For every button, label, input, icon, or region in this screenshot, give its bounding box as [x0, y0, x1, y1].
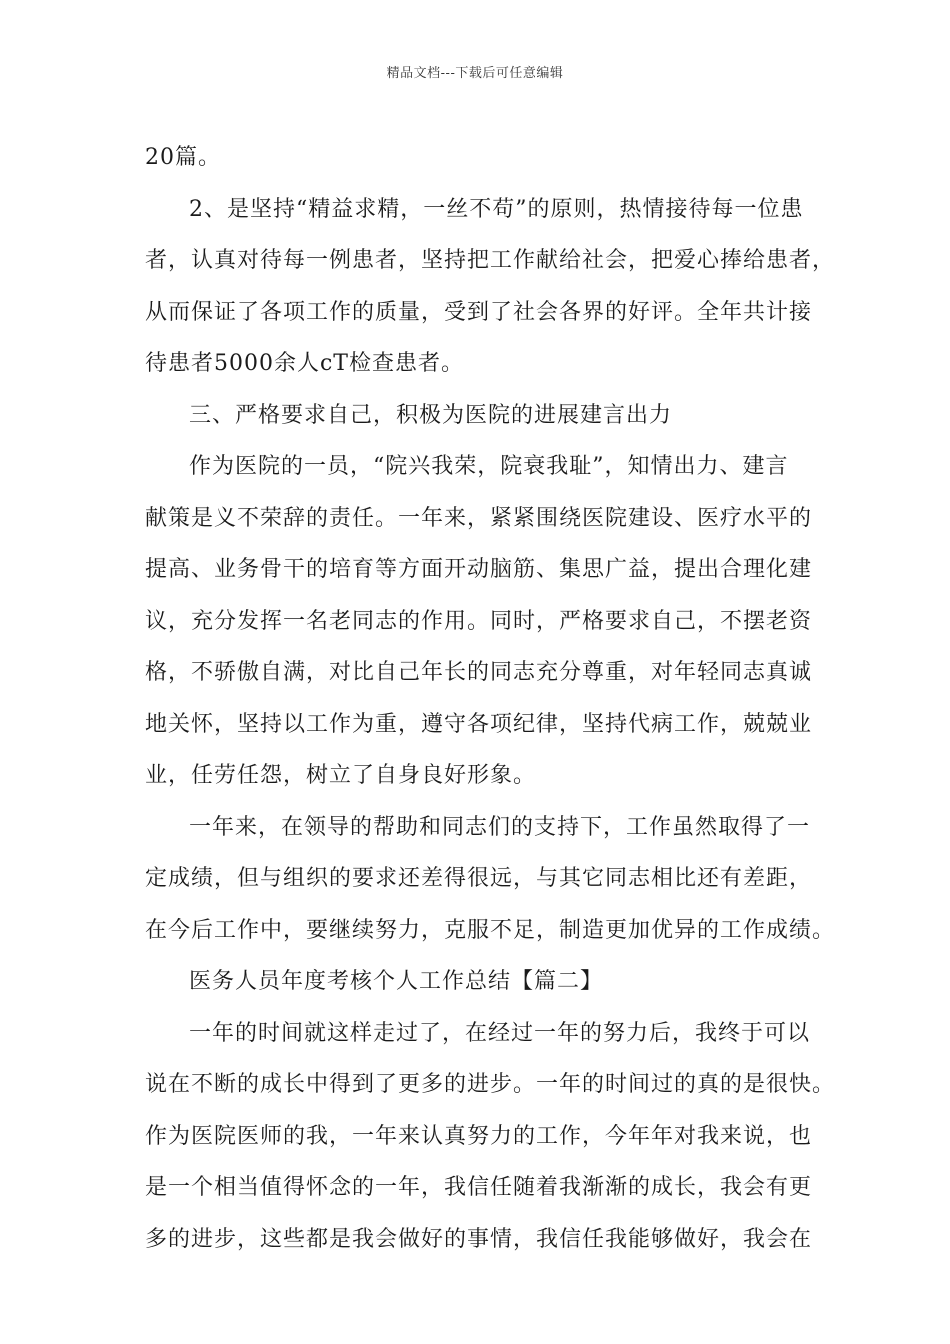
- text-line: 提高、业务骨干的培育等方面开动脑筋、集思广益，提出合理化建: [145, 557, 813, 582]
- text-line: 说在不断的成长中得到了更多的进步。一年的时间过的真的是很快。: [145, 1072, 836, 1097]
- text-line: 三、严格要求自己，积极为医院的进展建言出力: [189, 402, 673, 428]
- text-line: 从而保证了各项工作的质量，受到了社会各界的好评。全年共计接: [145, 299, 813, 325]
- text-line: 一年来，在领导的帮助和同志们的支持下，工作虽然取得了一: [189, 814, 811, 840]
- text-line: 是一个相当值得怀念的一年，我信任随着我渐渐的成长，我会有更: [145, 1175, 813, 1200]
- text-line: 格，不骄傲自满，对比自己年长的同志充分尊重，对年轻同志真诚: [145, 660, 813, 685]
- text-line: 医务人员年度考核个人工作总结【篇二】: [189, 969, 604, 994]
- text-line: 者，认真对待每一例患者，坚持把工作献给社会，把爱心捧给患者，: [145, 248, 836, 273]
- text-line: 20篇。: [145, 145, 221, 170]
- text-line: 在今后工作中，要继续努力，克服不足，制造更加优异的工作成绩。: [145, 917, 836, 943]
- text-line: 献策是义不荣辞的责任。一年来，紧紧围绕医院建设、医疗水平的: [145, 505, 813, 531]
- text-line: 待患者5000余人cT检查患者。: [145, 351, 464, 376]
- text-line: 多的进步，这些都是我会做好的事情，我信任我能够做好，我会在: [145, 1226, 813, 1252]
- text-line: 定成绩，但与组织的要求还差得很远，与其它同志相比还有差距，: [145, 866, 813, 891]
- text-line: 议，充分发挥一名老同志的作用。同时，严格要求自己，不摆老资: [145, 608, 813, 634]
- text-line: 作为医院的一员，“院兴我荣，院衰我耻”，知情出力、建言: [189, 454, 789, 479]
- text-line: 业，任劳任怨，树立了自身良好形象。: [145, 763, 537, 788]
- text-line: 作为医院医师的我，一年来认真努力的工作，今年年对我来说，也: [145, 1123, 813, 1149]
- text-line: 地关怀，坚持以工作为重，遵守各项纪律，坚持代病工作，兢兢业: [145, 711, 813, 737]
- page-header: 精品文档---下载后可任意编辑: [386, 66, 564, 81]
- text-line: 一年的时间就这样走过了，在经过一年的努力后，我终于可以: [189, 1020, 811, 1046]
- document-body: [145, 132, 836, 1265]
- text-line: 2、是坚持“精益求精，一丝不苟”的原则，热情接待每一位患: [189, 196, 804, 222]
